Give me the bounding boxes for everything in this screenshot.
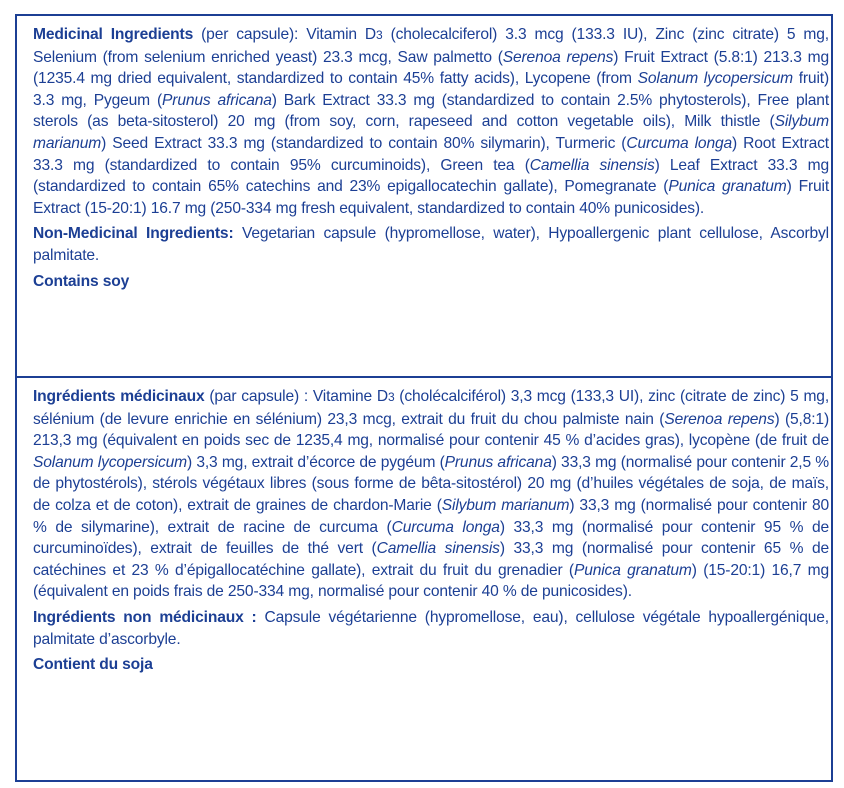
ingredient-text: ) Fruit Extract (15-20:1) 16.7 mg (250-334 mg fresh equivalent, standardized to contain 40% punicosides).: [33, 178, 830, 217]
ingredient-text: ) Bark Extract 33.3 mg (standardized to contain 2.5% phytosterols), Free plant sterols (as beta-sitosterol) 20 mg (from soy, corn, rapeseed and cotton vegetable oils), Milk thistle (: [33, 91, 830, 131]
latin-name: Solanum lycopersicum: [637, 70, 793, 88]
ingredient-text: fruit) 3.3 mg, Pygeum (: [33, 70, 829, 109]
non-medicinal-text-en: Vegetarian capsule (hypromellose, water), Hypoallergenic plant cellulose, Ascorbyl palmitate.: [33, 225, 829, 264]
ingredient-text: ) 33,3 mg (normalisé pour contenir 2,5 % de phytostérols), stérols végétaux libres (sous forme de bêta-sitostérol) 20 mg (d’huiles végétales de soja, de maïs, de colza et de coton), extrait de graines de chardon-Marie (: [33, 453, 830, 514]
allergen-text-fr: Contient du soja: [33, 656, 153, 674]
ingredient-text: ) (15-20:1) 16,7 mg (équivalent en poids frais de 250-334 mg, normalisé pour contenir 40 % de punicosides).: [33, 561, 829, 601]
medicinal-ingredients-fr: [33, 386, 829, 603]
subscript-3: 3: [387, 390, 395, 404]
medicinal-suffix-en: (per capsule):: [193, 26, 307, 43]
latin-name: Punica granatum: [668, 178, 787, 196]
allergen-notice-fr: [33, 654, 829, 676]
medicinal-ingredients-en: [33, 24, 829, 219]
ingredient-text: ) Fruit Extract (5.8:1) 213.3 mg (1235.4 mg dried equivalent, standardized to contain 45% fatty acids), Lycopene (from: [33, 48, 829, 88]
ingredient-text: ) 3,3 mg, extrait d’écorce de pygéum (: [186, 453, 445, 471]
non-medicinal-heading-fr: Ingrédients non médicinaux :: [33, 608, 257, 626]
medicinal-heading-en: Medicinal Ingredients: [33, 26, 194, 43]
latin-name: Prunus africana: [162, 91, 272, 109]
ingredient-text: ) Seed Extract 33.3 mg (standardized to contain 80% silymarin), Turmeric (: [101, 134, 627, 152]
ingredient-text: Vitamin D: [306, 26, 377, 43]
english-section: [33, 24, 829, 296]
ingredient-text: (cholecalciferol) 3.3 mcg (133.3 IU), Zinc (zinc citrate) 5 mg, Selenium (from selenium enriched yeast) 23.3 mcg, Saw palmetto (: [33, 26, 829, 66]
non-medicinal-ingredients-en: [33, 223, 829, 266]
language-divider: [17, 376, 831, 378]
ingredient-text: (cholécalciférol) 3,3 mcg (133,3 UI), zinc (citrate de zinc) 5 mg, sélénium (de levure enrichie en sélénium) 23,3 mcg, extrait du fruit du chou palmiste nain (: [33, 388, 830, 428]
ingredient-text: ) Leaf Extract 33.3 mg (standardized to contain 65% catechins and 23% epigallocatechin gallate), Pomegranate (: [33, 156, 829, 196]
ingredient-text: ) (5,8:1) 213,3 mg (équivalent en poids sec de 1235,4 mg, normalisé pour contenir 45 % d’acides gras), lycopène (de fruit de: [33, 410, 829, 450]
non-medicinal-heading-en: Non-Medicinal Ingredients:: [33, 225, 234, 243]
latin-name: Serenoa repens: [664, 410, 775, 428]
latin-name: Solanum lycopersicum: [33, 453, 187, 471]
latin-name: Curcuma longa: [391, 518, 500, 536]
non-medicinal-text-fr: Capsule végétarienne (hypromellose, eau), cellulose végétale hypoallergénique, palmitate d’ascorbyle.: [33, 608, 829, 648]
allergen-text-en: Contains soy: [33, 272, 130, 290]
latin-name: Punica granatum: [573, 561, 692, 579]
ingredients-panel: [15, 14, 833, 782]
ingredient-text: ) 33,3 mg (normalisé pour contenir 65 % de catéchines et 23 % d’épigallocatéchine gallate), extrait du fruit du grenadier (: [33, 540, 829, 579]
allergen-notice-en: [33, 271, 829, 293]
ingredient-text: ) 33,3 mg (normalisé pour contenir 95 % de curcuminoïdes), extrait de feuilles de thé vert (: [33, 518, 829, 558]
ingredient-text: ) Root Extract 33.3 mg (standardized to contain 95% curcuminoids), Green tea (: [33, 134, 829, 174]
ingredient-text: Vitamine D: [312, 388, 388, 405]
latin-name: Silybum marianum: [441, 496, 570, 514]
latin-name: Camellia sinensis: [376, 540, 500, 558]
latin-name: Prunus africana: [444, 453, 552, 471]
latin-name: Curcuma longa: [626, 134, 733, 152]
latin-name: Serenoa repens: [502, 48, 614, 66]
latin-name: Camellia sinensis: [529, 156, 655, 174]
medicinal-list-en: [33, 26, 829, 217]
subscript-3: 3: [376, 28, 383, 42]
non-medicinal-ingredients-fr: [33, 607, 829, 650]
medicinal-heading-fr: Ingrédients médicinaux: [33, 388, 205, 405]
medicinal-list-fr: [33, 388, 829, 600]
medicinal-suffix-fr: (par capsule) :: [204, 388, 313, 405]
french-section: [33, 386, 829, 680]
ingredient-text: ) 33,3 mg (normalisé pour contenir 80 % de silymarine), extrait de racine de curcuma (: [33, 496, 829, 536]
latin-name: Silybum marianum: [33, 113, 829, 152]
